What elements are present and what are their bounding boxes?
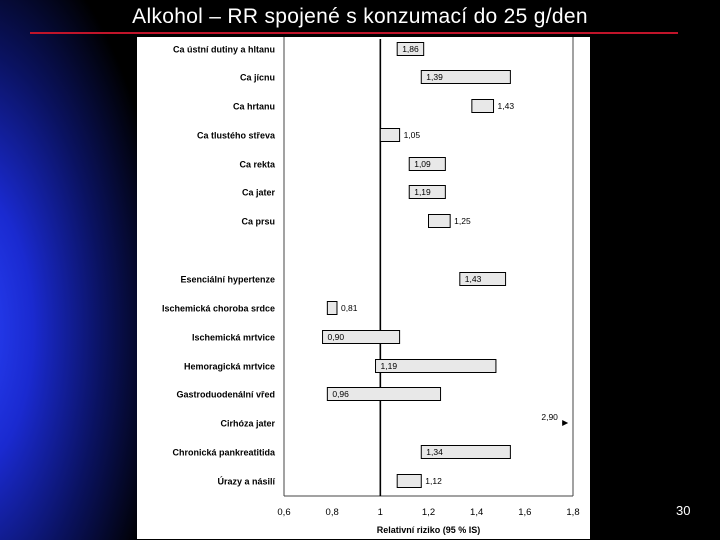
rr-value-label: 0,90 — [327, 332, 345, 342]
rr-value-label: 1,43 — [497, 101, 515, 111]
category-label: Ca rekta — [239, 159, 275, 170]
rr-value-label: 1,19 — [380, 361, 398, 371]
title-rule — [30, 32, 678, 34]
category-label: Úrazy a násilí — [217, 476, 275, 487]
category-label: Hemoragická mrtvice — [183, 361, 275, 372]
ci-bar — [380, 129, 399, 142]
rr-value-label: 0,96 — [332, 389, 349, 399]
category-label: Ischemická choroba srdce — [161, 303, 275, 314]
x-tick-label: 0,6 — [277, 507, 291, 518]
x-tick-label: 1,2 — [421, 507, 436, 518]
ci-bar — [397, 475, 421, 488]
category-label: Ca prsu — [241, 216, 275, 227]
x-axis-title: Relativní riziko (95 % IS) — [376, 525, 481, 535]
ci-bar — [429, 215, 451, 228]
rr-value-label: 0,81 — [340, 303, 358, 313]
rr-value-label: 1,09 — [414, 159, 431, 169]
slide-title: Alkohol – RR spojené s konzumací do 25 g/den — [132, 5, 588, 28]
x-tick-label: 0,8 — [325, 507, 339, 518]
rr-value-label: 2,90 — [541, 412, 558, 422]
rr-value-label: 1,05 — [403, 130, 421, 140]
page-number: 30 — [676, 503, 691, 518]
rr-value-label: 1,19 — [414, 187, 431, 197]
category-label: Ca jícnu — [239, 72, 275, 83]
category-label: Gastroduodenální vřed — [176, 389, 275, 400]
x-tick-label: 1,4 — [470, 507, 484, 518]
category-label: Ca hrtanu — [232, 101, 275, 112]
category-label: Ca tlustého střeva — [196, 130, 275, 141]
ci-bar — [472, 100, 494, 113]
category-label: Chronická pankreatitida — [172, 447, 275, 458]
x-tick-label: 1,6 — [518, 507, 532, 518]
rr-value-label: 1,39 — [426, 72, 443, 82]
x-tick-label: 1,8 — [566, 507, 580, 518]
rr-value-label: 1,25 — [454, 216, 471, 226]
category-label: Ischemická mrtvice — [191, 332, 275, 343]
rr-value-label: 1,12 — [425, 476, 442, 486]
category-label: Cirhóza jater — [220, 418, 275, 429]
rr-value-label: 1,43 — [464, 274, 482, 284]
category-label: Esenciální hypertenze — [180, 274, 275, 285]
rr-value-label: 1,34 — [426, 447, 443, 457]
ci-bar — [327, 302, 337, 315]
rr-value-label: 1,86 — [402, 44, 419, 54]
category-label: Ca jater — [241, 187, 275, 198]
relative-risk-chart — [137, 37, 590, 539]
ci-arrow-head — [562, 420, 568, 426]
x-tick-label: 1 — [377, 507, 383, 518]
category-label: Ca ústní dutiny a hltanu — [172, 44, 275, 55]
